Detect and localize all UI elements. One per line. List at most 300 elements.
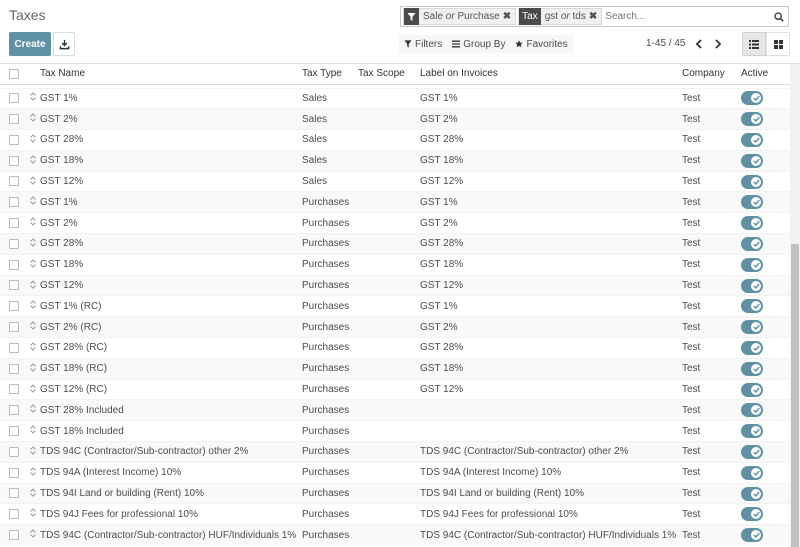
row-checkbox[interactable] — [9, 509, 19, 519]
row-handle-cell[interactable] — [30, 234, 40, 255]
download-icon — [59, 39, 70, 50]
active-toggle[interactable] — [741, 91, 763, 105]
toggle-knob — [751, 509, 761, 519]
check-icon — [753, 387, 760, 393]
control-panel — [0, 0, 800, 64]
row-select-cell[interactable] — [0, 213, 30, 234]
table-row[interactable] — [0, 150, 790, 171]
toggle-knob — [751, 426, 761, 436]
tax-type-cell: Purchases — [302, 254, 358, 275]
row-handle-cell[interactable] — [30, 525, 40, 546]
breadcrumb[interactable]: Taxes — [9, 7, 46, 23]
company-cell: Test — [682, 109, 741, 130]
company-cell: Test — [682, 88, 741, 109]
drag-handle-icon[interactable] — [30, 280, 36, 292]
row-handle-cell[interactable] — [30, 317, 40, 338]
facet-value: Sale — [423, 11, 444, 22]
row-checkbox[interactable] — [9, 322, 19, 332]
toggle-knob — [751, 447, 761, 457]
table-row[interactable] — [0, 275, 790, 296]
row-checkbox[interactable] — [9, 301, 19, 311]
create-button[interactable]: Create — [9, 32, 51, 56]
active-cell — [741, 317, 790, 338]
row-handle-cell[interactable] — [30, 400, 40, 421]
drag-handle-icon[interactable] — [30, 300, 36, 312]
toggle-knob — [751, 301, 761, 311]
favorites-button[interactable] — [510, 39, 572, 50]
check-icon — [753, 283, 760, 289]
company-cell: Test — [682, 504, 741, 525]
tax-scope-cell — [358, 358, 420, 379]
drag-handle-icon[interactable] — [30, 92, 36, 104]
row-handle-cell[interactable] — [30, 254, 40, 275]
invoice-label-cell: GST 28% — [420, 338, 682, 359]
tax-name-cell: GST 1% — [40, 192, 302, 213]
tax-type-cell: Purchases — [302, 317, 358, 338]
export-button[interactable] — [53, 32, 75, 56]
pager-next-button[interactable] — [710, 35, 726, 53]
drag-handle-icon[interactable] — [30, 446, 36, 458]
row-select-cell[interactable] — [0, 150, 30, 171]
drag-handle-icon[interactable] — [30, 196, 36, 208]
bars-icon — [452, 40, 460, 48]
table-row[interactable] — [0, 338, 790, 359]
table-row[interactable] — [0, 358, 790, 379]
drag-handle-icon[interactable] — [30, 217, 36, 229]
pager-previous-button[interactable] — [691, 35, 707, 53]
drag-handle-icon[interactable] — [30, 384, 36, 396]
check-icon — [753, 345, 760, 351]
active-cell — [741, 130, 790, 151]
invoice-label-cell — [420, 400, 682, 421]
table-row[interactable] — [0, 400, 790, 421]
facet-remove-icon[interactable]: ✖ — [588, 11, 598, 22]
tax-type-cell: Sales — [302, 171, 358, 192]
table-body — [0, 84, 790, 546]
kanban-view-button[interactable] — [766, 32, 790, 56]
company-cell: Test — [682, 130, 741, 151]
toggle-knob — [751, 385, 761, 395]
active-cell — [741, 421, 790, 442]
tax-type-cell: Sales — [302, 130, 358, 151]
row-checkbox[interactable] — [9, 93, 19, 103]
table-row[interactable] — [0, 504, 790, 525]
company-cell: Test — [682, 525, 741, 546]
row-handle-cell[interactable] — [30, 504, 40, 525]
row-checkbox[interactable] — [9, 239, 19, 249]
tax-name-cell: TDS 94C (Contractor/Sub-contractor) other 2% — [40, 442, 302, 463]
invoice-label-cell: TDS 94A (Interest Income) 10% — [420, 462, 682, 483]
active-cell — [741, 234, 790, 255]
active-toggle[interactable] — [741, 424, 763, 438]
row-checkbox[interactable] — [9, 343, 19, 353]
tax-name-cell: GST 12% — [40, 275, 302, 296]
facet-value: Purchase — [457, 11, 500, 22]
drag-handle-icon[interactable] — [30, 508, 36, 520]
row-select-cell[interactable] — [0, 358, 30, 379]
drag-handle-icon[interactable] — [30, 342, 36, 354]
tax-name-cell: TDS 94I Land or building (Rent) 10% — [40, 483, 302, 504]
facet-separator: or — [560, 11, 570, 22]
row-checkbox[interactable] — [9, 488, 19, 498]
row-checkbox[interactable] — [9, 280, 19, 290]
row-select-cell[interactable] — [0, 379, 30, 400]
active-toggle[interactable] — [741, 507, 763, 521]
search-facet-type[interactable] — [403, 8, 516, 25]
table-row[interactable] — [0, 109, 790, 130]
active-toggle[interactable] — [741, 341, 763, 355]
table-row[interactable] — [0, 317, 790, 338]
search-button[interactable] — [770, 12, 788, 22]
select-all-checkbox[interactable] — [9, 69, 19, 79]
tax-name-cell: TDS 94J Fees for professional 10% — [40, 504, 302, 525]
active-toggle[interactable] — [741, 175, 763, 189]
table-row[interactable] — [0, 442, 790, 463]
table-row[interactable] — [0, 171, 790, 192]
tax-type-cell: Purchases — [302, 504, 358, 525]
company-cell: Test — [682, 234, 741, 255]
table-row[interactable] — [0, 130, 790, 151]
facet-remove-icon[interactable]: ✖ — [502, 11, 512, 22]
facet-values — [541, 11, 589, 22]
favorites-label: Favorites — [526, 38, 568, 50]
tax-scope-cell — [358, 213, 420, 234]
check-icon — [753, 179, 760, 185]
table-row[interactable] — [0, 234, 790, 255]
company-cell: Test — [682, 192, 741, 213]
row-handle-cell[interactable] — [30, 88, 40, 109]
tax-name-cell: GST 1% — [40, 88, 302, 109]
active-cell — [741, 275, 790, 296]
grid-icon — [774, 40, 783, 49]
company-cell: Test — [682, 338, 741, 359]
tax-name-cell: GST 28% — [40, 234, 302, 255]
active-cell — [741, 109, 790, 130]
list-view-button[interactable] — [742, 32, 766, 56]
row-handle-cell[interactable] — [30, 442, 40, 463]
table-row[interactable] — [0, 88, 790, 109]
active-cell — [741, 504, 790, 525]
active-toggle[interactable] — [741, 258, 763, 272]
active-toggle[interactable] — [741, 403, 763, 417]
active-cell — [741, 150, 790, 171]
active-toggle[interactable] — [741, 279, 763, 293]
row-select-cell[interactable] — [0, 109, 30, 130]
row-handle-cell[interactable] — [30, 275, 40, 296]
row-select-cell[interactable] — [0, 192, 30, 213]
table-row[interactable] — [0, 213, 790, 234]
taxes-table — [0, 64, 790, 546]
company-cell: Test — [682, 171, 741, 192]
select-all-cell[interactable] — [0, 64, 30, 84]
row-select-cell[interactable] — [0, 275, 30, 296]
row-select-cell[interactable] — [0, 338, 30, 359]
toggle-knob — [751, 405, 761, 415]
invoice-label-cell: TDS 94C (Contractor/Sub-contractor) HUF/Individuals 1% — [420, 525, 682, 546]
tax-name-cell: GST 28% (RC) — [40, 338, 302, 359]
check-icon — [753, 407, 760, 413]
row-checkbox[interactable] — [9, 135, 19, 145]
column-header-tax-type[interactable]: Tax Type — [302, 64, 358, 84]
toggle-knob — [751, 530, 761, 540]
tax-name-cell: GST 18% (RC) — [40, 358, 302, 379]
drag-handle-icon[interactable] — [30, 363, 36, 375]
tax-name-cell: GST 1% (RC) — [40, 296, 302, 317]
tax-name-cell: GST 12% — [40, 171, 302, 192]
invoice-label-cell: GST 2% — [420, 213, 682, 234]
row-handle-cell[interactable] — [30, 130, 40, 151]
facet-label: Tax — [519, 8, 541, 25]
row-handle-cell[interactable] — [30, 213, 40, 234]
drag-handle-icon[interactable] — [30, 321, 36, 333]
invoice-label-cell: GST 12% — [420, 171, 682, 192]
row-checkbox[interactable] — [9, 384, 19, 394]
column-header-company[interactable]: Company — [682, 64, 741, 84]
row-checkbox[interactable] — [9, 197, 19, 207]
search-input[interactable] — [602, 8, 770, 25]
group-by-label: Group By — [463, 38, 506, 50]
invoice-label-cell: TDS 94J Fees for professional 10% — [420, 504, 682, 525]
search-facet-tax[interactable] — [518, 8, 602, 25]
active-toggle[interactable] — [741, 195, 763, 209]
facet-values — [419, 11, 503, 22]
row-select-cell[interactable] — [0, 504, 30, 525]
toggle-knob — [751, 93, 761, 103]
row-select-cell[interactable] — [0, 254, 30, 275]
active-cell — [741, 296, 790, 317]
check-icon — [753, 449, 760, 455]
check-icon — [753, 116, 760, 122]
row-select-cell[interactable] — [0, 462, 30, 483]
table-row[interactable] — [0, 421, 790, 442]
toggle-knob — [751, 135, 761, 145]
row-checkbox[interactable] — [9, 218, 19, 228]
active-cell — [741, 192, 790, 213]
tax-name-cell: GST 2% — [40, 213, 302, 234]
tax-type-cell: Sales — [302, 109, 358, 130]
active-toggle[interactable] — [741, 216, 763, 230]
company-cell: Test — [682, 254, 741, 275]
table-row[interactable] — [0, 254, 790, 275]
tax-scope-cell — [358, 171, 420, 192]
toggle-knob — [751, 281, 761, 291]
row-select-cell[interactable] — [0, 171, 30, 192]
row-checkbox[interactable] — [9, 530, 19, 540]
row-checkbox[interactable] — [9, 447, 19, 457]
tax-scope-cell — [358, 504, 420, 525]
chevron-right-icon — [714, 39, 722, 49]
row-handle-cell[interactable] — [30, 150, 40, 171]
drag-handle-icon[interactable] — [30, 113, 36, 125]
taxes-list — [0, 64, 790, 547]
check-icon — [753, 324, 760, 330]
drag-handle-icon[interactable] — [30, 488, 36, 500]
tax-type-cell: Sales — [302, 88, 358, 109]
check-icon — [753, 511, 760, 517]
tax-scope-cell — [358, 317, 420, 338]
row-checkbox[interactable] — [9, 426, 19, 436]
active-cell — [741, 88, 790, 109]
active-toggle[interactable] — [741, 320, 763, 334]
tax-name-cell: GST 12% (RC) — [40, 379, 302, 400]
active-cell — [741, 338, 790, 359]
column-header-active[interactable]: Active — [741, 64, 790, 84]
check-icon — [753, 241, 760, 247]
company-cell: Test — [682, 317, 741, 338]
row-checkbox[interactable] — [9, 114, 19, 124]
company-cell: Test — [682, 150, 741, 171]
row-handle-cell[interactable] — [30, 379, 40, 400]
check-icon — [753, 366, 760, 372]
company-cell: Test — [682, 400, 741, 421]
row-handle-cell[interactable] — [30, 358, 40, 379]
invoice-label-cell: GST 2% — [420, 109, 682, 130]
active-cell — [741, 171, 790, 192]
pager-value[interactable]: 1-45 / 45 — [646, 38, 686, 49]
active-toggle[interactable] — [741, 154, 763, 168]
company-cell: Test — [682, 213, 741, 234]
row-select-cell[interactable] — [0, 234, 30, 255]
drag-handle-icon[interactable] — [30, 529, 36, 541]
table-row[interactable] — [0, 483, 790, 504]
row-handle-cell[interactable] — [30, 421, 40, 442]
handle-header — [30, 64, 40, 84]
list-icon — [749, 40, 759, 49]
tax-name-cell: GST 28% — [40, 130, 302, 151]
filters-button[interactable] — [399, 39, 447, 50]
row-checkbox[interactable] — [9, 156, 19, 166]
table-row[interactable] — [0, 525, 790, 546]
table-row[interactable] — [0, 192, 790, 213]
search-icon — [774, 12, 784, 22]
company-cell: Test — [682, 296, 741, 317]
search-box[interactable] — [400, 6, 789, 27]
active-toggle[interactable] — [741, 133, 763, 147]
tax-scope-cell — [358, 525, 420, 546]
scrollbar[interactable] — [790, 64, 800, 547]
view-switcher — [742, 32, 790, 56]
tax-type-cell: Purchases — [302, 379, 358, 400]
row-checkbox[interactable] — [9, 405, 19, 415]
tax-type-cell: Purchases — [302, 234, 358, 255]
drag-handle-icon[interactable] — [30, 134, 36, 146]
tax-type-cell: Purchases — [302, 525, 358, 546]
active-toggle[interactable] — [741, 112, 763, 126]
table-header — [0, 64, 790, 84]
invoice-label-cell: GST 1% — [420, 296, 682, 317]
row-handle-cell[interactable] — [30, 171, 40, 192]
row-select-cell[interactable] — [0, 525, 30, 546]
row-checkbox[interactable] — [9, 260, 19, 270]
active-toggle[interactable] — [741, 445, 763, 459]
tax-name-cell: GST 18% — [40, 254, 302, 275]
drag-handle-icon[interactable] — [30, 467, 36, 479]
tax-scope-cell — [358, 296, 420, 317]
drag-handle-icon[interactable] — [30, 404, 36, 416]
table-row[interactable] — [0, 296, 790, 317]
column-header-tax-name[interactable]: Tax Name — [40, 64, 302, 84]
row-handle-cell[interactable] — [30, 296, 40, 317]
active-toggle[interactable] — [741, 383, 763, 397]
company-cell: Test — [682, 462, 741, 483]
row-select-cell[interactable] — [0, 317, 30, 338]
drag-handle-icon[interactable] — [30, 425, 36, 437]
row-handle-cell[interactable] — [30, 192, 40, 213]
check-icon — [753, 220, 760, 226]
facet-value: gst — [544, 11, 559, 22]
group-by-button[interactable] — [447, 39, 510, 50]
company-cell: Test — [682, 358, 741, 379]
facet-separator: or — [445, 11, 455, 22]
invoice-label-cell: GST 2% — [420, 317, 682, 338]
tax-name-cell: GST 2% (RC) — [40, 317, 302, 338]
tax-scope-cell — [358, 275, 420, 296]
active-toggle[interactable] — [741, 362, 763, 376]
facet-value: tds — [572, 11, 586, 22]
drag-handle-icon[interactable] — [30, 259, 36, 271]
drag-handle-icon[interactable] — [30, 176, 36, 188]
tax-scope-cell — [358, 400, 420, 421]
invoice-label-cell: GST 1% — [420, 192, 682, 213]
invoice-label-cell: GST 28% — [420, 234, 682, 255]
row-checkbox[interactable] — [9, 364, 19, 374]
active-toggle[interactable] — [741, 487, 763, 501]
row-handle-cell[interactable] — [30, 109, 40, 130]
row-select-cell[interactable] — [0, 130, 30, 151]
drag-handle-icon[interactable] — [30, 155, 36, 167]
active-cell — [741, 358, 790, 379]
tax-scope-cell — [358, 462, 420, 483]
row-select-cell[interactable] — [0, 296, 30, 317]
row-select-cell[interactable] — [0, 88, 30, 109]
check-icon — [753, 491, 760, 497]
row-select-cell[interactable] — [0, 421, 30, 442]
invoice-label-cell: GST 18% — [420, 358, 682, 379]
row-select-cell[interactable] — [0, 442, 30, 463]
toggle-knob — [751, 156, 761, 166]
active-cell — [741, 400, 790, 421]
invoice-label-cell: TDS 94I Land or building (Rent) 10% — [420, 483, 682, 504]
table-row[interactable] — [0, 379, 790, 400]
facet-icon-wrap — [404, 8, 419, 25]
row-select-cell[interactable] — [0, 400, 30, 421]
row-select-cell[interactable] — [0, 483, 30, 504]
tax-name-cell: GST 18% — [40, 150, 302, 171]
row-checkbox[interactable] — [9, 176, 19, 186]
active-toggle[interactable] — [741, 237, 763, 251]
row-handle-cell[interactable] — [30, 483, 40, 504]
row-handle-cell[interactable] — [30, 338, 40, 359]
star-icon — [515, 40, 523, 48]
tax-scope-cell — [358, 88, 420, 109]
column-header-tax-scope[interactable]: Tax Scope — [358, 64, 420, 84]
active-toggle[interactable] — [741, 528, 763, 542]
scrollbar-thumb[interactable] — [791, 244, 799, 547]
tax-name-cell: GST 2% — [40, 109, 302, 130]
active-toggle[interactable] — [741, 466, 763, 480]
row-handle-cell[interactable] — [30, 462, 40, 483]
company-cell: Test — [682, 379, 741, 400]
check-icon — [753, 532, 760, 538]
active-toggle[interactable] — [741, 299, 763, 313]
table-row[interactable] — [0, 462, 790, 483]
column-header-label-on-invoices[interactable]: Label on Invoices — [420, 64, 682, 84]
check-icon — [753, 262, 760, 268]
drag-handle-icon[interactable] — [30, 238, 36, 250]
check-icon — [753, 470, 760, 476]
row-checkbox[interactable] — [9, 468, 19, 478]
active-cell — [741, 442, 790, 463]
